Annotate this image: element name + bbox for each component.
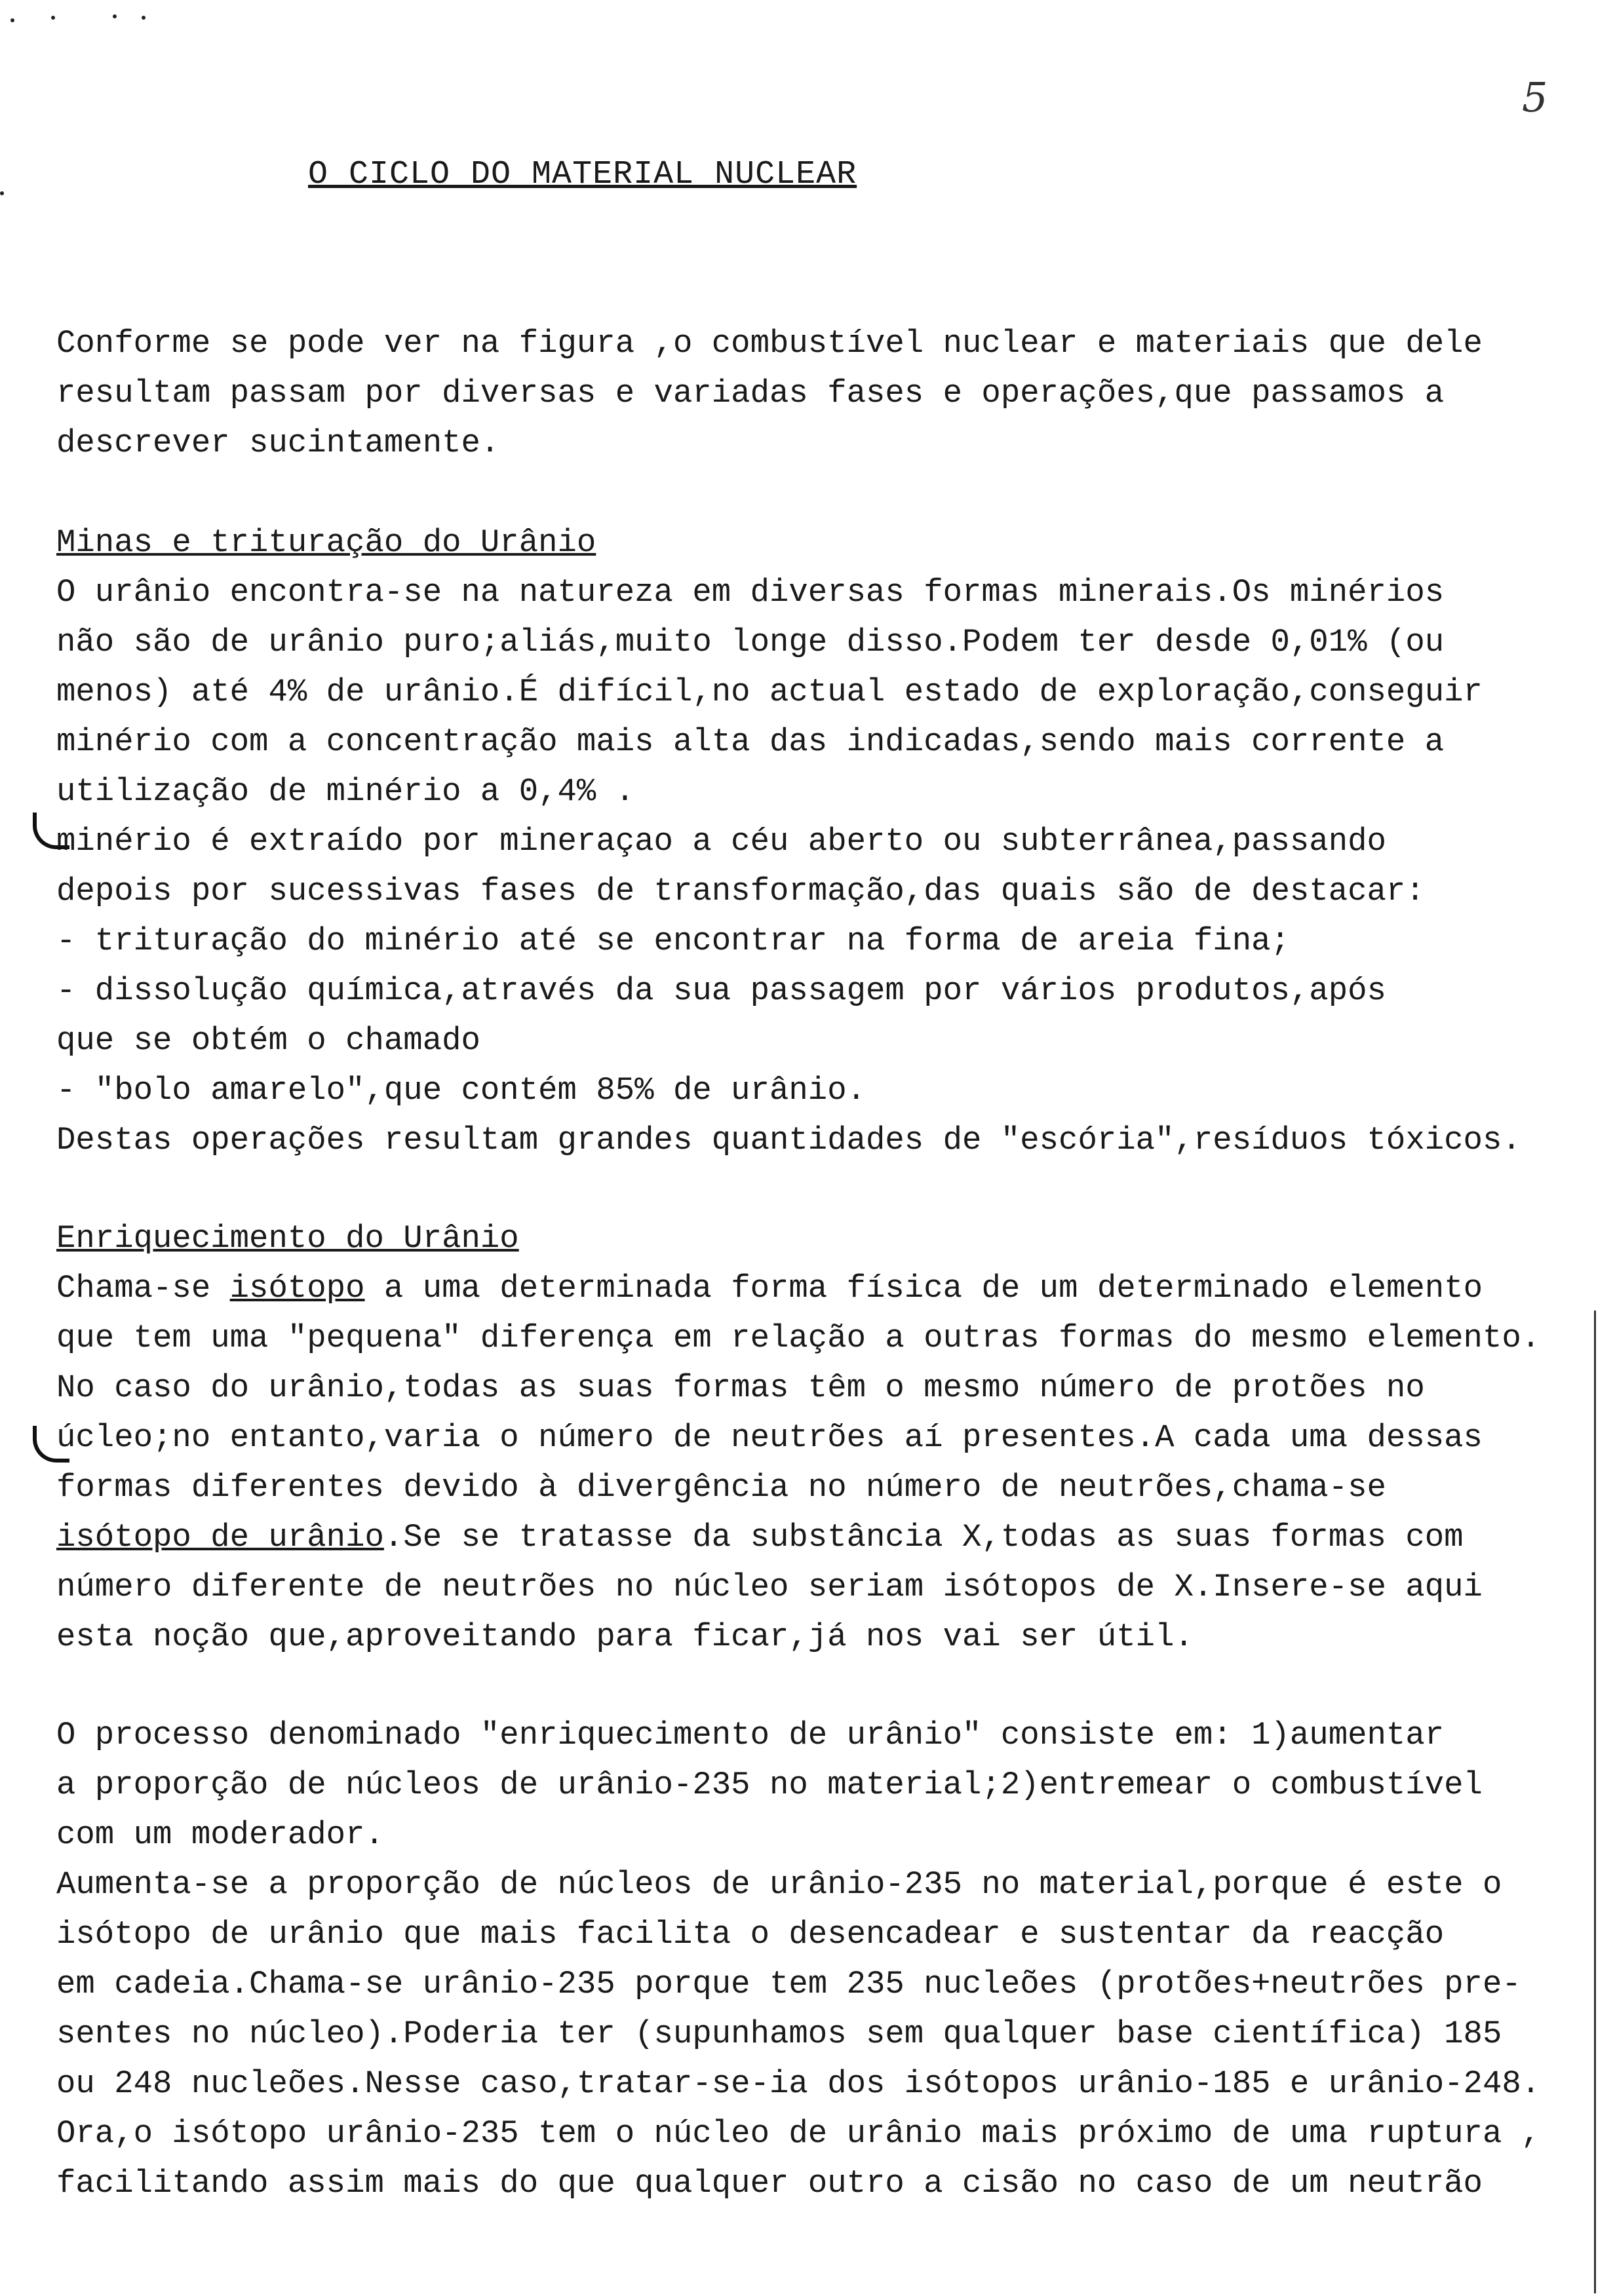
text-line: úcleo;no entanto,varia o número de neutrões aí presentes.A cada uma dessas	[56, 1419, 1483, 1456]
text-line: - dissolução química,através da sua passagem por vários produtos,após	[56, 972, 1386, 1009]
section-process	[56, 1710, 1564, 2208]
text-line: isótopo de urânio que mais facilita o desencadear e sustentar da reacção	[56, 1916, 1445, 1953]
text-line	[56, 1263, 1564, 1313]
scan-speck	[0, 191, 4, 195]
text-line: depois por sucessivas fases de transformação,das quais são de destacar:	[56, 873, 1425, 909]
text-line: O processo denominado "enriquecimento de urânio" consiste em: 1)aumentar	[56, 1717, 1445, 1753]
text-line: formas diferentes devido à divergência no número de neutrões,chama-se	[56, 1469, 1386, 1506]
text-line: resultam passam por diversas e variadas fases e operações,que passamos a	[56, 375, 1445, 411]
text-line: - "bolo amarelo",que contém 85% de urânio.	[56, 1072, 866, 1109]
scan-speck	[142, 16, 146, 20]
term-uranium-isotope: isótopo de urânio	[56, 1519, 384, 1556]
text-line: que tem uma "pequena" diferença em relação a outras formas do mesmo elemento.	[56, 1320, 1541, 1356]
text-line: ou 248 nucleões.Nesse caso,tratar-se-ia dos isótopos urânio-185 e urânio-248.	[56, 2065, 1541, 2102]
handwritten-mark	[33, 813, 69, 849]
text-line	[56, 1512, 1564, 1562]
term-isotope: isótopo	[229, 1270, 365, 1307]
text-line: número diferente de neutrões no núcleo seriam isótopos de X.Insere-se aqui	[56, 1569, 1483, 1605]
document-title: O CICLO DO MATERIAL NUCLEAR	[308, 156, 857, 193]
text-line: minério é extraído por mineraçao a céu aberto ou subterrânea,passando	[56, 823, 1386, 860]
text-line: O urânio encontra-se na natureza em diversas formas minerais.Os minérios	[56, 574, 1445, 611]
text-line: a proporção de núcleos de urânio-235 no material;2)entremear o combustível	[56, 1767, 1483, 1803]
text-line: Ora,o isótopo urânio-235 tem o núcleo de urânio mais próximo de uma ruptura ,	[56, 2115, 1541, 2152]
text-run: Chama-se	[56, 1270, 230, 1307]
intro-paragraph	[56, 318, 1564, 468]
text-line: Conforme se pode ver na figura ,o combustível nuclear e materiais que dele	[56, 325, 1483, 362]
page-edge-line	[1594, 1311, 1596, 2293]
scan-speck	[51, 16, 55, 20]
text-line: em cadeia.Chama-se urânio-235 porque tem 235 nucleões (protões+neutrões pre-	[56, 1966, 1521, 2002]
text-line: Destas operações resultam grandes quantidades de "escória",resíduos tóxicos.	[56, 1122, 1521, 1158]
section-heading: Minas e trituração do Urânio	[56, 524, 596, 561]
text-line: No caso do urânio,todas as suas formas têm o mesmo número de protões no	[56, 1369, 1425, 1406]
text-line: utilização de minério a 0,4% .	[56, 773, 635, 810]
text-run: .Se se tratasse da substância X,todas as suas formas com	[383, 1519, 1464, 1556]
scan-speck	[10, 18, 14, 22]
text-run: a uma determinada forma física de um determinado elemento	[364, 1270, 1483, 1307]
text-line: que se obtém o chamado	[56, 1022, 480, 1059]
text-line: minério com a concentração mais alta das indicadas,sendo mais corrente a	[56, 723, 1445, 760]
handwritten-mark	[33, 1426, 69, 1463]
text-line: - trituração do minério até se encontrar na forma de areia fina;	[56, 923, 1290, 959]
scan-speck	[113, 14, 117, 18]
text-line: com um moderador.	[56, 1816, 384, 1853]
text-line: sentes no núcleo).Poderia ter (supunhamos sem qualquer base científica) 185	[56, 2016, 1502, 2052]
section-mining	[56, 518, 1564, 1165]
text-line: Aumenta-se a proporção de núcleos de urânio-235 no material,porque é este o	[56, 1866, 1502, 1903]
section-enrichment	[56, 1214, 1564, 1662]
text-line: descrever sucintamente.	[56, 425, 500, 461]
text-line: não são de urânio puro;aliás,muito longe disso.Podem ter desde 0,01% (ou	[56, 624, 1445, 660]
section-heading: Enriquecimento do Urânio	[56, 1220, 519, 1257]
text-line: menos) até 4% de urânio.É difícil,no actual estado de exploração,conseguir	[56, 674, 1483, 710]
text-line: facilitando assim mais do que qualquer outro a cisão no caso de um neutrão	[56, 2165, 1483, 2202]
text-line: esta noção que,aproveitando para ficar,já nos vai ser útil.	[56, 1618, 1194, 1655]
page-number: 5	[1522, 73, 1548, 121]
